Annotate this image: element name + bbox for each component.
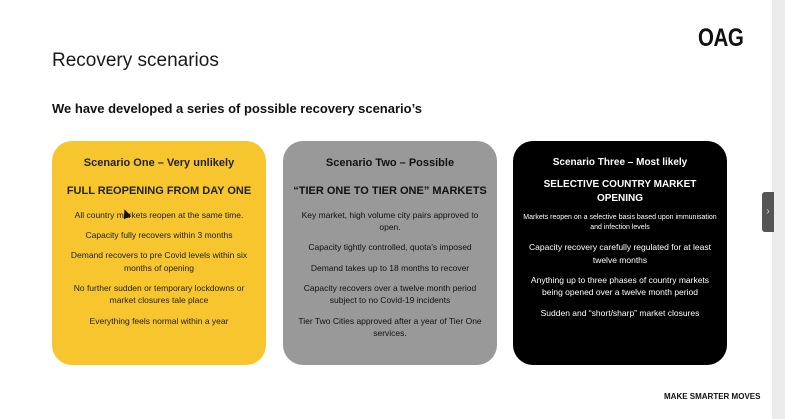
scenario-title: Scenario Three – Most likely <box>552 157 688 168</box>
scenario-item: No further sudden or temporary lockdowns or market closures tale place <box>73 283 245 306</box>
scenario-card-three <box>513 141 727 365</box>
scenario-item: All country markets reopen at the same time. <box>74 209 244 220</box>
chevron-right-icon: › <box>766 206 770 217</box>
footer-tagline: MAKE SMARTER MOVES <box>664 392 761 401</box>
scenario-item: Tier Two Cities approved after a year of Tier One services. <box>298 315 482 339</box>
scenario-title: Scenario One – Very unlikely <box>83 157 235 169</box>
scenario-items <box>293 209 487 340</box>
page-title: Recovery scenarios <box>52 50 219 71</box>
scenario-item: Markets reopen on a selective basis based upon immunisation and infection levels <box>523 214 717 232</box>
scenario-heading: SELECTIVE COUNTRY MARKET OPENING <box>543 179 697 204</box>
scenario-items <box>523 213 717 319</box>
scenario-item: Sudden and “short/sharp” market closures <box>540 307 700 318</box>
oag-logo: OAG <box>698 24 744 52</box>
scenario-items <box>62 209 256 327</box>
scenario-card-one <box>52 141 266 365</box>
scenario-heading: “TIER ONE TO TIER ONE” MARKETS <box>293 185 487 197</box>
scenario-item: Everything feels normal within a year <box>89 315 229 326</box>
scenario-item: Anything up to three phases of country markets being opened over a twelve month period <box>530 274 710 298</box>
scenario-item: Demand takes up to 18 months to recover <box>310 262 470 273</box>
page-subtitle: We have developed a series of possible recovery scenario’s <box>52 101 422 116</box>
scenario-item: Capacity recovery carefully regulated for at least twelve months <box>529 242 711 265</box>
scenario-item: Demand recovers to pre Covid levels within six months of opening <box>70 250 248 273</box>
scenario-heading: FULL REOPENING FROM DAY ONE <box>66 185 252 197</box>
scenario-title: Scenario Two – Possible <box>325 157 455 169</box>
scenario-item: Capacity tightly controlled, quota’s imposed <box>308 242 472 253</box>
scenario-card-two <box>283 141 497 365</box>
next-slide-button[interactable] <box>762 192 774 232</box>
scenario-item: Capacity recovers over a twelve month period subject to no Covid-19 incidents <box>303 283 477 306</box>
scenario-item: Key market, high volume city pairs approved to open. <box>301 209 479 233</box>
scenario-item: Capacity fully recovers within 3 months <box>85 230 233 241</box>
